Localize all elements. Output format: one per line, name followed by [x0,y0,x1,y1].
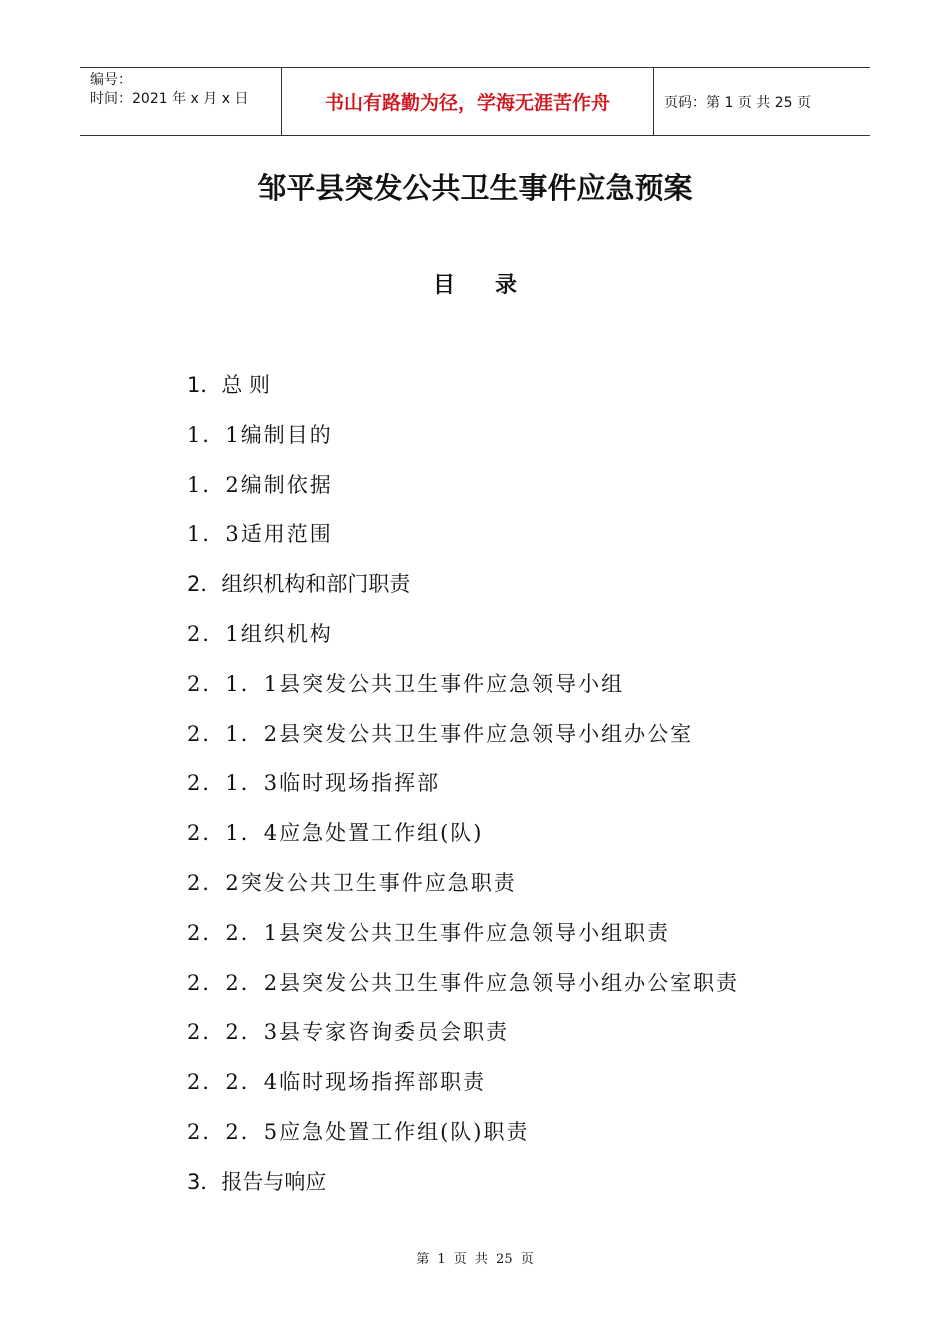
toc-entry[interactable]: 2．1组织机构 [187,621,333,646]
toc-entry[interactable]: 1．2编制依据 [187,472,333,497]
toc-entry[interactable]: 2．2．1县突发公共卫生事件应急领导小组职责 [187,920,671,945]
toc-entry[interactable]: 2．1．3临时现场指挥部 [187,771,441,796]
toc-entry[interactable]: 2．2．2县突发公共卫生事件应急领导小组办公室职责 [187,970,740,995]
header-time-label: 时间：2021 年 x 月 x 日 [90,91,249,107]
header-meta [80,68,281,135]
header-number-label: 编号： [90,72,132,88]
document-title: 邹平县突发公共卫生事件应急预案 [257,171,693,205]
table-of-contents [187,365,739,1212]
toc-entry[interactable]: 3．报告与响应 [187,1169,327,1194]
header-motto: 书山有路勤为径，学海无涯苦作舟 [281,68,654,135]
toc-entry[interactable]: 2．2．5应急处置工作组(队)职责 [187,1119,530,1144]
toc-entry[interactable]: 1．1编制目的 [187,422,333,447]
page-header [80,67,870,136]
toc-entry[interactable]: 1．3适用范围 [187,522,333,547]
toc-entry[interactable]: 2．1．4应急处置工作组(队) [187,821,484,846]
header-page-info: 页码：第 1 页 共 25 页 [664,94,811,111]
toc-heading: 目录 [432,272,557,298]
toc-entry[interactable]: 2．1．2县突发公共卫生事件应急领导小组办公室 [187,721,694,746]
toc-entry[interactable]: 2．1．1县突发公共卫生事件应急领导小组 [187,671,625,696]
toc-entry[interactable]: 2．2．4临时现场指挥部职责 [187,1070,487,1095]
toc-entry[interactable]: 2．2突发公共卫生事件应急职责 [187,870,517,895]
toc-entry[interactable]: 1．总 则 [187,373,271,397]
toc-entry[interactable]: 2．2．3县专家咨询委员会职责 [187,1020,510,1045]
page-footer: 第 1 页 共 25 页 [416,1252,534,1267]
toc-entry[interactable]: 2．组织机构和部门职责 [187,572,411,597]
